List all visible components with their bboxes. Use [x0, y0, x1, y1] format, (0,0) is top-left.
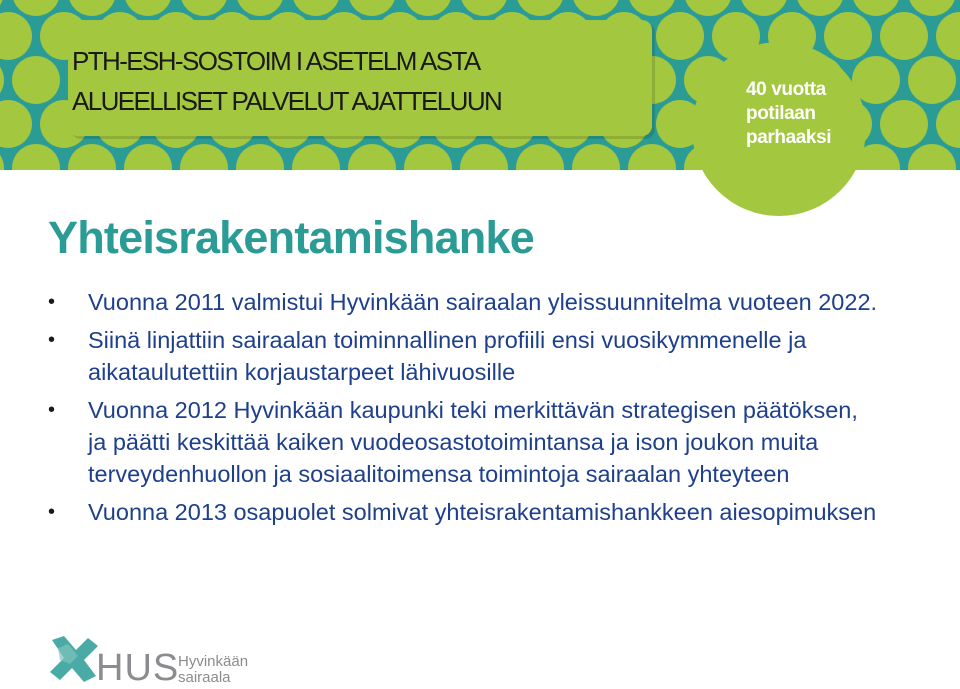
pattern-dot	[936, 100, 960, 148]
pattern-dot	[348, 144, 396, 170]
pattern-dot	[12, 144, 60, 170]
bullet-text: Vuonna 2011 valmistui Hyvinkään sairaalan yleissuunnitelma vuoteen 2022.	[88, 289, 878, 315]
badge-line: 40 vuotta	[746, 79, 826, 100]
pattern-dot	[516, 144, 564, 170]
pattern-dot	[124, 144, 172, 170]
pattern-dot	[936, 12, 960, 60]
bullet-text: Siinä linjattiin sairaalan toiminnallinen profiili ensi vuosikymmenelle ja aikataulutettiin korjaustarpeet lähivuosille	[88, 327, 807, 385]
pattern-dot	[516, 0, 564, 16]
pattern-dot	[824, 12, 872, 60]
pattern-dot	[292, 0, 340, 16]
pattern-dot	[740, 0, 788, 16]
pattern-dot	[572, 0, 620, 16]
badge-line: parhaaksi	[746, 127, 832, 148]
title-box	[68, 20, 652, 136]
pattern-dot	[572, 144, 620, 170]
anniversary-badge-text	[746, 78, 876, 150]
pattern-dot	[124, 0, 172, 16]
bullet-text: Vuonna 2013 osapuolet solmivat yhteisrakentamishankkeen aiesopimuksen	[88, 499, 877, 525]
pattern-dot	[12, 56, 60, 104]
pattern-dot	[460, 144, 508, 170]
bullet-item	[48, 496, 878, 528]
pattern-dot	[180, 0, 228, 16]
pattern-dot	[0, 12, 32, 60]
bullet-text: Vuonna 2012 Hyvinkään kaupunki teki merkittävän strategisen päätöksen, ja päätti keskittää kaiken vuodeosastotoimintansa ja ison joukon muita terveydenhuollon ja sosiaalitoimensa toimintoja sairaalan yhteyteen	[88, 397, 858, 487]
hus-logo-subtitle-line: Hyvinkään	[178, 653, 249, 670]
bullet-item	[48, 394, 878, 490]
pattern-dot	[460, 0, 508, 16]
hus-logo-text: HUS	[96, 647, 180, 689]
pattern-dot	[0, 144, 4, 170]
pattern-dot	[908, 56, 956, 104]
banner-title-line-1: PTH-ESH-SOSTOIM I ASETELM ASTA	[72, 46, 480, 76]
pattern-dot	[628, 0, 676, 16]
pattern-dot	[908, 144, 956, 170]
bullet-icon: •	[48, 329, 56, 351]
bullet-item	[48, 324, 878, 388]
bullet-icon: •	[48, 399, 56, 421]
bullet-item	[48, 286, 878, 318]
pattern-dot	[236, 0, 284, 16]
bullet-list	[48, 286, 878, 534]
slide-heading: Yhteisrakentamishanke	[48, 212, 534, 263]
pattern-dot	[0, 100, 32, 148]
pattern-dot	[796, 0, 844, 16]
pattern-dot	[852, 0, 900, 16]
pattern-dot	[292, 144, 340, 170]
pattern-dot	[348, 0, 396, 16]
badge-line: potilaan	[746, 103, 816, 124]
pattern-dot	[684, 0, 732, 16]
bullet-icon: •	[48, 501, 56, 523]
pattern-dot	[180, 144, 228, 170]
pattern-dot	[236, 144, 284, 170]
pattern-dot	[880, 12, 928, 60]
pattern-dot	[628, 144, 676, 170]
pattern-dot	[12, 0, 60, 16]
pattern-dot	[0, 56, 4, 104]
pattern-dot	[68, 0, 116, 16]
pattern-dot	[908, 0, 956, 16]
pattern-dot	[404, 144, 452, 170]
pattern-dot	[656, 12, 704, 60]
pattern-dot	[68, 144, 116, 170]
banner-title-line-2: ALUEELLISET PALVELUT AJATTELUUN	[72, 86, 502, 116]
pattern-dot	[880, 100, 928, 148]
hus-logo-subtitle-line: sairaala	[178, 669, 231, 686]
bullet-icon: •	[48, 291, 56, 313]
pattern-dot	[404, 0, 452, 16]
hus-logo-subtitle	[178, 654, 248, 686]
